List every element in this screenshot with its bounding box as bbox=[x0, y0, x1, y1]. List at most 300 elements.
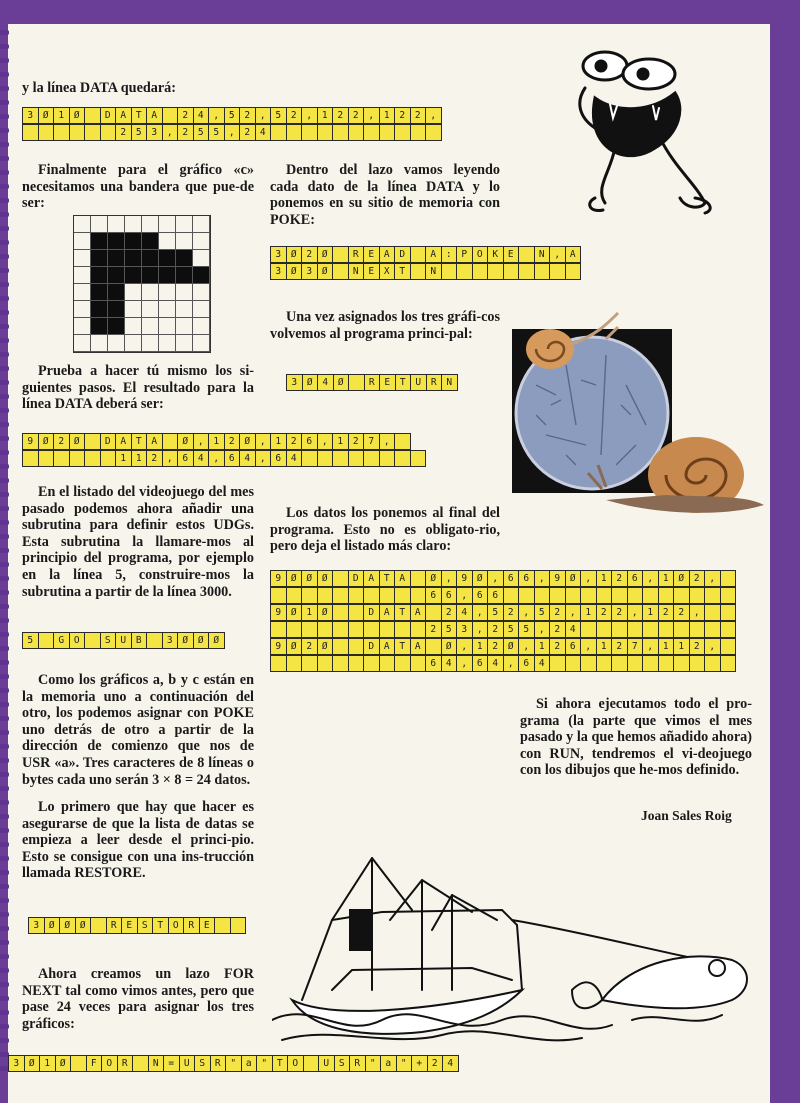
code-cell: A bbox=[411, 639, 427, 654]
code-3010-data-cont bbox=[22, 124, 442, 141]
code-cell: 2 bbox=[612, 639, 628, 654]
spiral-ring bbox=[0, 1024, 9, 1029]
code-cell bbox=[690, 622, 706, 637]
code-cell: 2 bbox=[612, 571, 628, 586]
code-cell: 1 bbox=[659, 639, 675, 654]
code-cell: 9 bbox=[271, 639, 287, 654]
code-cell: 3 bbox=[302, 264, 318, 279]
code-cell: D bbox=[101, 108, 117, 123]
code-cell: E bbox=[200, 918, 216, 933]
code-cell: , bbox=[194, 434, 210, 449]
code-cell: 2 bbox=[225, 434, 241, 449]
code-cell: T bbox=[395, 605, 411, 620]
code-cell bbox=[287, 125, 303, 140]
code-cell: R bbox=[107, 918, 123, 933]
for-text: Ahora creamos un lazo FOR NEXT tal como vimos antes, pero que pase 24 veces para asignar los tres gráficos: bbox=[22, 966, 254, 1032]
code-cell: 6 bbox=[302, 434, 318, 449]
code-cell: N bbox=[349, 264, 365, 279]
code-cell bbox=[349, 375, 365, 390]
code-cell: 2 bbox=[411, 108, 427, 123]
code-cell bbox=[395, 656, 411, 671]
code-cell bbox=[349, 451, 365, 466]
code-cell: 5 bbox=[132, 125, 148, 140]
grid-cell-empty bbox=[142, 335, 159, 352]
code-cell: 6 bbox=[628, 571, 644, 586]
code-cell: Ø bbox=[442, 639, 458, 654]
grid-cell-empty bbox=[176, 233, 193, 250]
spiral-ring bbox=[0, 310, 9, 315]
code-cell bbox=[581, 588, 597, 603]
grid-cell-filled bbox=[108, 301, 125, 318]
code-cell: " bbox=[226, 1056, 242, 1071]
code-cell: + bbox=[412, 1056, 428, 1071]
spiral-ring bbox=[0, 632, 9, 637]
code-3010-for bbox=[8, 1055, 459, 1072]
code-cell bbox=[287, 622, 303, 637]
code-cell bbox=[231, 918, 246, 933]
spiral-ring bbox=[0, 982, 9, 987]
code-cell: N bbox=[149, 1056, 165, 1071]
code-3000-restore bbox=[28, 917, 246, 934]
spiral-binding bbox=[0, 30, 12, 1090]
grid-cell-empty bbox=[176, 335, 193, 352]
code-cell: Ø bbox=[303, 375, 319, 390]
code-cell: 4 bbox=[457, 605, 473, 620]
code-cell bbox=[215, 918, 231, 933]
code-cell: B bbox=[132, 633, 148, 648]
grid-cell-empty bbox=[193, 301, 210, 318]
spiral-ring bbox=[0, 506, 9, 511]
code-cell bbox=[364, 125, 380, 140]
code-cell: Ø bbox=[504, 639, 520, 654]
code-cell bbox=[85, 108, 101, 123]
spiral-ring bbox=[0, 296, 9, 301]
code-cell: 6 bbox=[566, 639, 582, 654]
spiral-ring bbox=[0, 688, 9, 693]
code-cell bbox=[133, 1056, 149, 1071]
code-cell: , bbox=[488, 571, 504, 586]
code-cell bbox=[23, 125, 39, 140]
code-cell: , bbox=[473, 622, 489, 637]
code-cell: 1 bbox=[318, 108, 334, 123]
code-cell: 2 bbox=[147, 451, 163, 466]
code-cell: Ø bbox=[287, 639, 303, 654]
code-cell: 4 bbox=[194, 108, 210, 123]
code-cell bbox=[333, 571, 349, 586]
grid-cell-empty bbox=[74, 216, 91, 233]
code-cell: 2 bbox=[442, 605, 458, 620]
code-cell bbox=[721, 588, 736, 603]
code-cell: 1 bbox=[132, 451, 148, 466]
spiral-ring bbox=[0, 114, 9, 119]
code-cell: Ø bbox=[318, 605, 334, 620]
code-cell bbox=[163, 434, 179, 449]
code-cell: , bbox=[519, 639, 535, 654]
grid-cell-empty bbox=[74, 250, 91, 267]
code-cell: A bbox=[395, 571, 411, 586]
code-cell: O bbox=[102, 1056, 118, 1071]
grid-cell-filled bbox=[142, 267, 159, 284]
code-cell: Ø bbox=[70, 434, 86, 449]
code-cell bbox=[473, 264, 489, 279]
grid-cell-empty bbox=[159, 233, 176, 250]
spiral-ring bbox=[0, 604, 9, 609]
code-cell: 9 bbox=[271, 605, 287, 620]
spiral-ring bbox=[0, 268, 9, 273]
code-cell: 5 bbox=[519, 622, 535, 637]
spiral-ring bbox=[0, 548, 9, 553]
code-cell: U bbox=[116, 633, 132, 648]
code-cell: T bbox=[380, 571, 396, 586]
code-cell: Ø bbox=[213, 635, 220, 646]
grid-cell-filled bbox=[108, 233, 125, 250]
grid-cell-empty bbox=[142, 284, 159, 301]
code-cell: , bbox=[442, 571, 458, 586]
grid-cell-empty bbox=[125, 216, 142, 233]
code-cell: 7 bbox=[364, 434, 380, 449]
code-cell: 4 bbox=[488, 656, 504, 671]
code-cell: Ø bbox=[60, 918, 76, 933]
code-cell bbox=[659, 588, 675, 603]
code-3010-data bbox=[22, 107, 442, 124]
code-cell: 1 bbox=[380, 108, 396, 123]
code-cell bbox=[628, 656, 644, 671]
spiral-ring bbox=[0, 254, 9, 259]
code-cell bbox=[333, 639, 349, 654]
code-cell: 2 bbox=[349, 108, 365, 123]
spiral-ring bbox=[0, 338, 9, 343]
code-cell: Ø bbox=[287, 605, 303, 620]
code-cell bbox=[302, 656, 318, 671]
grid-cell-empty bbox=[176, 301, 193, 318]
intro-text: y la línea DATA quedará: bbox=[22, 80, 176, 96]
code-cell bbox=[519, 264, 535, 279]
code-cell: K bbox=[488, 247, 504, 262]
code-cell bbox=[519, 247, 535, 262]
grid-cell-empty bbox=[125, 318, 142, 335]
code-cell: 2 bbox=[287, 108, 303, 123]
code-cell: 5 bbox=[23, 633, 39, 648]
first-text: Lo primero que hay que hacer es asegurarse de que la lista de datas se empieza a leer desde el princi-pio. Esto se consigue con una ins-trucción llamada RESTORE. bbox=[22, 799, 254, 882]
code-cell: 7 bbox=[628, 639, 644, 654]
code-cell: A bbox=[569, 249, 576, 260]
code-cell bbox=[380, 622, 396, 637]
code-cell: R bbox=[184, 918, 200, 933]
code-cell: 6 bbox=[473, 588, 489, 603]
code-cell bbox=[85, 633, 101, 648]
code-cell: " bbox=[257, 1056, 273, 1071]
code-cell: , bbox=[504, 656, 520, 671]
flag-udg-grid bbox=[73, 215, 211, 353]
code-cell: 9 bbox=[457, 571, 473, 586]
return-text: Una vez asignados los tres gráfi-cos volvemos al programa princi-pal: bbox=[270, 309, 500, 342]
spiral-ring bbox=[0, 184, 9, 189]
code-cell: T bbox=[395, 639, 411, 654]
code-cell: , bbox=[566, 605, 582, 620]
code-cell bbox=[91, 918, 107, 933]
spiral-ring bbox=[0, 660, 9, 665]
code-cell: 2 bbox=[287, 434, 303, 449]
spiral-ring bbox=[0, 380, 9, 385]
grid-cell-filled bbox=[91, 284, 108, 301]
code-cell: 5 bbox=[225, 108, 241, 123]
code-cell: 9 bbox=[550, 571, 566, 586]
code-cell: 4 bbox=[318, 375, 334, 390]
code-cell: Ø bbox=[426, 571, 442, 586]
code-cell: 4 bbox=[287, 451, 303, 466]
code-cell bbox=[333, 656, 349, 671]
grid-cell-filled bbox=[159, 250, 176, 267]
code-cell: , bbox=[550, 247, 566, 262]
code-cell: A bbox=[364, 571, 380, 586]
grid-cell-filled bbox=[142, 233, 159, 250]
spiral-ring bbox=[0, 576, 9, 581]
spiral-ring bbox=[0, 464, 9, 469]
code-cell: 6 bbox=[271, 451, 287, 466]
code-9020b-data bbox=[270, 638, 736, 655]
code-cell: E bbox=[364, 247, 380, 262]
code-cell bbox=[380, 656, 396, 671]
grid-cell-filled bbox=[91, 233, 108, 250]
code-cell bbox=[628, 622, 644, 637]
code-cell bbox=[566, 264, 581, 279]
code-9000-data-cont bbox=[270, 587, 736, 604]
grid-cell-empty bbox=[125, 335, 142, 352]
code-cell bbox=[643, 656, 659, 671]
code-cell: 4 bbox=[240, 451, 256, 466]
code-cell: 2 bbox=[426, 622, 442, 637]
code-cell bbox=[287, 656, 303, 671]
author-name: Joan Sales Roig bbox=[641, 808, 732, 823]
code-cell bbox=[674, 588, 690, 603]
code-cell bbox=[287, 588, 303, 603]
grid-cell-filled bbox=[91, 301, 108, 318]
grid-cell-empty bbox=[74, 233, 91, 250]
code-cell bbox=[333, 622, 349, 637]
spiral-ring bbox=[0, 730, 9, 735]
code-cell: 2 bbox=[488, 639, 504, 654]
code-cell: Ø bbox=[566, 571, 582, 586]
code-cell: 2 bbox=[550, 639, 566, 654]
grid-cell-empty bbox=[74, 284, 91, 301]
code-cell: T bbox=[395, 264, 411, 279]
code-cell bbox=[690, 588, 706, 603]
code-cell: 4 bbox=[447, 1058, 454, 1069]
code-cell: 1 bbox=[597, 571, 613, 586]
code-9000-data bbox=[270, 570, 736, 587]
grid-cell-empty bbox=[193, 250, 210, 267]
spiral-ring bbox=[0, 1010, 9, 1015]
grid-cell-filled bbox=[142, 250, 159, 267]
code-cell: 2 bbox=[690, 639, 706, 654]
code-cell: O bbox=[169, 918, 185, 933]
code-cell: , bbox=[163, 125, 179, 140]
code-cell: A bbox=[426, 247, 442, 262]
grid-cell-empty bbox=[193, 216, 210, 233]
code-cell: O bbox=[70, 633, 86, 648]
code-cell bbox=[442, 264, 458, 279]
code-cell bbox=[71, 1056, 87, 1071]
spiral-ring bbox=[0, 968, 9, 973]
grid-cell-filled bbox=[91, 267, 108, 284]
code-cell bbox=[395, 588, 411, 603]
code-cell: , bbox=[225, 125, 241, 140]
code-cell bbox=[318, 622, 334, 637]
code-cell bbox=[705, 622, 721, 637]
code-cell: 6 bbox=[426, 588, 442, 603]
spiral-ring bbox=[0, 156, 9, 161]
code-cell: Ø bbox=[56, 1056, 72, 1071]
code-cell: , bbox=[256, 434, 272, 449]
code-cell: 2 bbox=[178, 108, 194, 123]
spiral-ring bbox=[0, 366, 9, 371]
grid-cell-empty bbox=[193, 318, 210, 335]
code-cell: 3 bbox=[457, 622, 473, 637]
code-cell: 4 bbox=[194, 451, 210, 466]
code-cell bbox=[395, 622, 411, 637]
code-cell bbox=[519, 588, 535, 603]
spiral-ring bbox=[0, 100, 9, 105]
code-cell: 2 bbox=[659, 605, 675, 620]
code-3020-read bbox=[270, 246, 581, 263]
code-cell: 6 bbox=[473, 656, 489, 671]
spiral-ring bbox=[0, 912, 9, 917]
code-cell bbox=[364, 656, 380, 671]
code-cell: 5 bbox=[488, 605, 504, 620]
data-end-text: Los datos los ponemos al final del programa. Esto no es obligato-rio, pero deja el listado más claro: bbox=[270, 505, 500, 555]
code-cell bbox=[566, 656, 582, 671]
code-cell: E bbox=[380, 375, 396, 390]
code-cell: 1 bbox=[116, 451, 132, 466]
grid-cell-filled bbox=[91, 318, 108, 335]
code-cell bbox=[705, 656, 721, 671]
grid-cell-empty bbox=[159, 216, 176, 233]
code-cell: T bbox=[132, 108, 148, 123]
code-cell bbox=[504, 264, 520, 279]
code-cell bbox=[721, 622, 736, 637]
code-cell bbox=[643, 622, 659, 637]
code-cell: 1 bbox=[40, 1056, 56, 1071]
code-cell: , bbox=[535, 571, 551, 586]
code-cell: : bbox=[442, 247, 458, 262]
code-cell: , bbox=[209, 451, 225, 466]
code-cell: Ø bbox=[334, 375, 350, 390]
code-cell bbox=[271, 656, 287, 671]
code-cell: Ø bbox=[287, 264, 303, 279]
grid-cell-filled bbox=[108, 250, 125, 267]
run-text: Si ahora ejecutamos todo el pro-grama (la parte que vimos el mes pasado y la que hemos añadido ahora) con RUN, tendremos el vi-deojuego con los dibujos que he-mos definido. bbox=[520, 696, 752, 779]
code-cell bbox=[597, 656, 613, 671]
code-cell: , bbox=[457, 639, 473, 654]
grid-cell-filled bbox=[125, 250, 142, 267]
code-cell: R bbox=[350, 1056, 366, 1071]
code-9020b-data-cont bbox=[270, 655, 736, 672]
code-cell bbox=[318, 125, 334, 140]
spiral-ring bbox=[0, 1038, 9, 1043]
code-cell: T bbox=[132, 434, 148, 449]
code-cell: N bbox=[446, 377, 453, 388]
spiral-ring bbox=[0, 870, 9, 875]
code-9010-data-cont bbox=[270, 621, 736, 638]
code-cell: Ø bbox=[39, 434, 55, 449]
grid-cell-empty bbox=[142, 301, 159, 318]
code-cell: 2 bbox=[178, 125, 194, 140]
code-cell: 3 bbox=[9, 1056, 25, 1071]
spiral-ring bbox=[0, 646, 9, 651]
code-cell bbox=[318, 451, 334, 466]
code-cell: 1 bbox=[473, 639, 489, 654]
code-cell bbox=[411, 588, 427, 603]
grid-cell-empty bbox=[193, 335, 210, 352]
code-cell: 1 bbox=[333, 434, 349, 449]
code-cell: Ø bbox=[318, 639, 334, 654]
code-cell bbox=[581, 656, 597, 671]
grid-cell-empty bbox=[193, 233, 210, 250]
code-cell: A bbox=[147, 434, 163, 449]
spiral-ring bbox=[0, 492, 9, 497]
code-cell: 2 bbox=[240, 125, 256, 140]
spiral-ring bbox=[0, 58, 9, 63]
spiral-ring bbox=[0, 562, 9, 567]
code-cell: S bbox=[195, 1056, 211, 1071]
try-text: Prueba a hacer tú mismo los si-guientes pasos. El resultado para la línea DATA deberá ser: bbox=[22, 363, 254, 413]
code-cell: 2 bbox=[612, 605, 628, 620]
spiral-ring bbox=[0, 436, 9, 441]
code-cell bbox=[70, 125, 86, 140]
code-cell bbox=[349, 639, 365, 654]
code-cell: 2 bbox=[597, 605, 613, 620]
code-cell: 3 bbox=[271, 247, 287, 262]
code-cell bbox=[39, 125, 55, 140]
code-cell: R bbox=[365, 375, 381, 390]
code-cell bbox=[504, 588, 520, 603]
grid-cell-empty bbox=[176, 216, 193, 233]
code-cell: , bbox=[519, 605, 535, 620]
code-cell: 2 bbox=[302, 247, 318, 262]
spiral-ring bbox=[0, 618, 9, 623]
code-cell: R bbox=[349, 247, 365, 262]
code-cell bbox=[488, 264, 504, 279]
code-cell bbox=[411, 622, 427, 637]
code-cell bbox=[535, 588, 551, 603]
code-cell bbox=[395, 451, 411, 466]
code-cell bbox=[411, 247, 427, 262]
spiral-ring bbox=[0, 716, 9, 721]
spiral-ring bbox=[0, 674, 9, 679]
spiral-ring bbox=[0, 702, 9, 707]
code-cell: G bbox=[54, 633, 70, 648]
spiral-ring bbox=[0, 30, 9, 35]
grid-cell-empty bbox=[159, 335, 176, 352]
code-cell: , bbox=[705, 571, 721, 586]
code-cell bbox=[23, 451, 39, 466]
code-cell bbox=[643, 588, 659, 603]
code-cell: D bbox=[364, 605, 380, 620]
code-cell bbox=[628, 588, 644, 603]
spiral-ring bbox=[0, 198, 9, 203]
code-cell bbox=[85, 434, 101, 449]
spiral-ring bbox=[0, 996, 9, 1001]
code-cell bbox=[85, 125, 101, 140]
code-cell: 2 bbox=[550, 622, 566, 637]
code-cell bbox=[674, 622, 690, 637]
code-cell bbox=[333, 451, 349, 466]
code-cell: 1 bbox=[54, 108, 70, 123]
code-cell: X bbox=[380, 264, 396, 279]
code-cell: Ø bbox=[674, 571, 690, 586]
code-cell: E bbox=[504, 247, 520, 262]
grid-cell-empty bbox=[159, 301, 176, 318]
